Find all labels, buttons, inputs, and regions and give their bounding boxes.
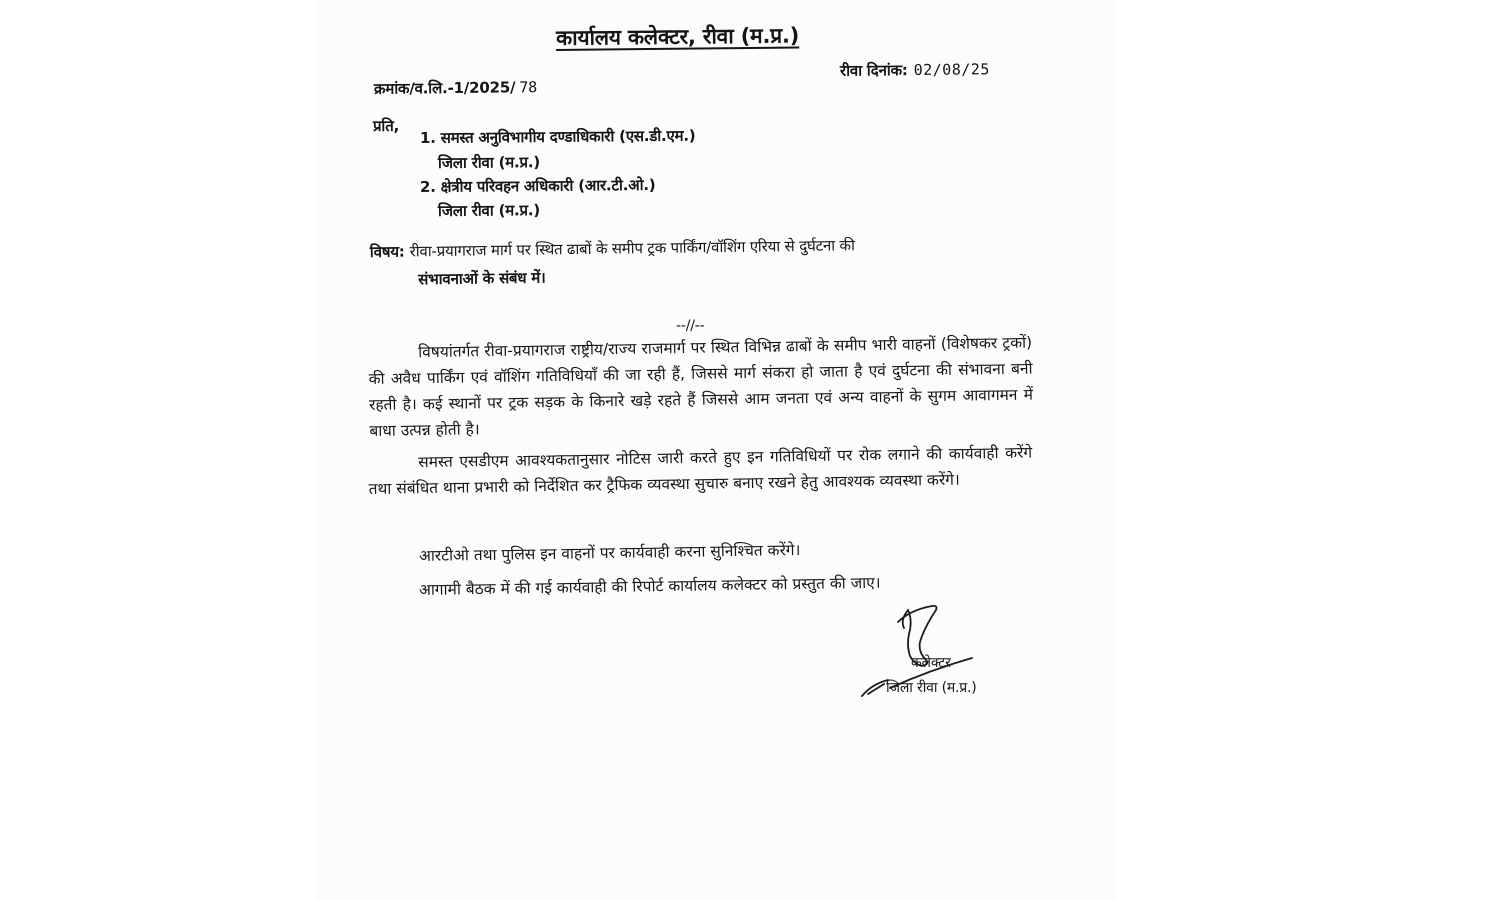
recipient-1-district: जिला रीवा (म.प्र.) <box>437 153 541 172</box>
recipient-2-title: 2. क्षेत्रीय परिवहन अधिकारी (आर.टी.ओ.) <box>419 175 656 196</box>
reference-label: क्रमांक/व.लि.-1/2025/ <box>373 78 516 98</box>
signatory-place: जिला रीवा (म.प्र.) <box>886 680 977 696</box>
indent <box>368 357 418 358</box>
to-label: प्रति, <box>373 117 400 135</box>
recipient-1-title: 1. समस्त अनुविभागीय दण्डाधिकारी (एस.डी.एम.) <box>419 126 696 147</box>
subject-block <box>370 235 856 290</box>
date-line <box>840 59 990 81</box>
signature-stroke-icon <box>860 650 980 700</box>
paragraph-2-text: समस्त एसडीएम आवश्यकतानुसार नोटिस जारी करते हुए इन गतिविधियों पर रोक लगाने की कार्यवाही करेंगे तथा संबंधित थाना प्रभारी को निर्देशित कर ट्रैफिक व्यवस्था सुचारु बनाए रखने हेतु आवश्यक व्यवस्था करेंगे। <box>368 443 1033 498</box>
date-label: रीवा दिनांक: <box>839 61 908 80</box>
subject-line-2: संभावनाओं के संबंध में। <box>418 268 546 289</box>
date-value: 02/08/25 <box>913 60 990 80</box>
paragraph-2 <box>368 440 1033 502</box>
subject-line-1: रीवा-प्रयागराज मार्ग पर स्थित ढाबों के समीप ट्रक पार्किंग/वॉशिंग एरिया से दुर्घटना की <box>409 236 855 261</box>
subject-label: विषय: <box>369 242 405 262</box>
paragraph-4: आगामी बैठक में की गई कार्यवाही की रिपोर्ट कार्यालय कलेक्टर को प्रस्तुत की जाए। <box>418 573 881 599</box>
signatory-designation: कलेक्टर <box>911 655 951 671</box>
paragraph-1-text: विषयांतर्गत रीवा-प्रयागराज राष्ट्रीय/राज्य राजमार्ग पर स्थित विभिन्न ढाबों के समीप भारी वाहनों (विशेषकर ट्रकों) की अवैध पार्किंग एवं वॉशिंग गतिविधियाँ की जा रही हैं, जिससे मार्ग संकरा हो जाता है एवं दुर्घटना की संभावना बनी रहती है। कई स्थानों पर ट्रक सड़क के किनारे खड़े रहते हैं जिससे आम जनता एवं अन्य वाहनों के सुगम आवागमन में बाधा उत्पन्न होती है। <box>368 333 1034 440</box>
recipient-2-district: जिला रीवा (म.प्र.) <box>437 201 541 220</box>
paragraph-3: आरटीओ तथा पुलिस इन वाहनों पर कार्यवाही करना सुनिश्चित करेंगे। <box>418 541 801 565</box>
indent <box>368 467 418 468</box>
paragraph-1 <box>368 330 1034 444</box>
reference-number: 78 <box>519 78 538 97</box>
office-title: कार्यालय कलेक्टर, रीवा (म.प्र.) <box>555 23 800 50</box>
reference-line <box>374 77 537 99</box>
separator: --//-- <box>676 318 705 334</box>
